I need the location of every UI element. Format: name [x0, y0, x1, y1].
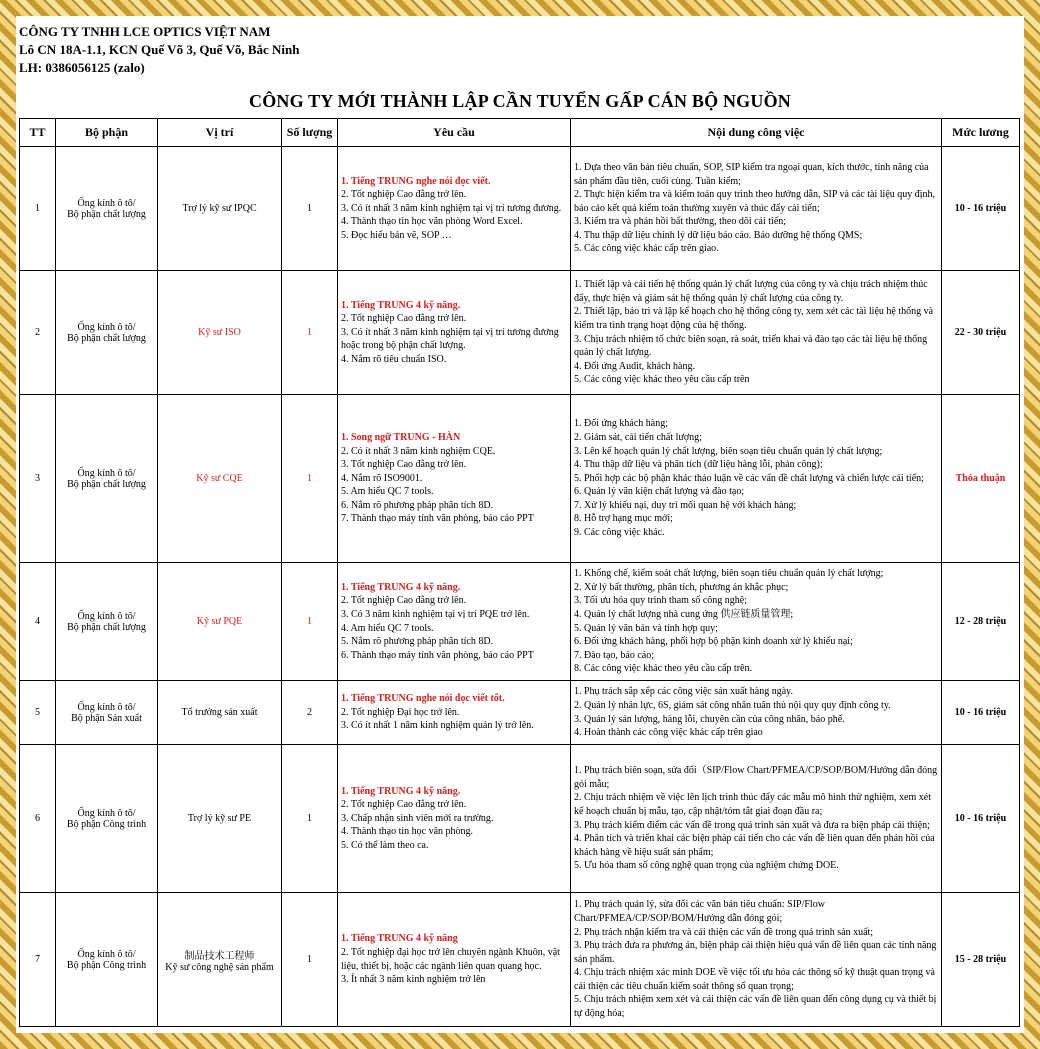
quantity-cell: [282, 681, 338, 745]
job-item: 1. Phụ trách biên soạn, sửa đổi（SIP/Flow Chart/PFMEA/CP/SOP/BOM/Hướng dẫn đóng gói mẫu;: [574, 765, 938, 790]
requirement-item-language: 1. Song ngữ TRUNG - HÀN: [341, 431, 461, 443]
requirements-cell: [338, 395, 571, 563]
job-item: 8. Các công việc khác theo yêu cầu cấp trên.: [574, 663, 752, 675]
department-cell: [56, 395, 158, 563]
row-number: [20, 745, 56, 893]
job-item: 5. Chịu trách nhiệm xem xét và cải thiện các vấn đề liên quan đến công dụng cụ và thiết bị tự động hóa;: [574, 994, 937, 1020]
quantity-cell: [282, 745, 338, 893]
requirement-item-language: 1. Tiếng TRUNG 4 kỹ năng.: [341, 581, 461, 593]
job-item: 2. Phụ trách nhận kiểm tra và cải thiện các vấn đề trong quá trình sản xuất;: [574, 926, 874, 938]
salary-cell: [942, 681, 1020, 745]
requirement-item: 3. Ít nhất 3 năm kinh nghiệm trở lên: [341, 974, 486, 986]
job-item: 3. Lên kế hoạch quản lý chất lượng, biên soạn tiêu chuẩn quản lý chất lượng;: [574, 445, 883, 457]
requirement-item: 2. Tốt nghiệp Cao đẳng trở lên.: [341, 313, 467, 325]
position-cell: [158, 395, 282, 563]
job-content-cell: [571, 681, 942, 745]
position-line-1: Kỹ sư CQE: [196, 473, 243, 484]
job-item: 6. Đối ứng khách hàng, phối hợp bộ phận kinh doanh xử lý khiếu nại;: [574, 636, 853, 648]
requirement-item: 3. Có 3 năm kinh nghiệm tại vị trí PQE trở lên.: [341, 608, 530, 620]
position-line-1: 制品技术工程师: [184, 950, 255, 962]
job-item: 5. Các công việc khác cấp trên giao.: [574, 243, 719, 255]
quantity-value: 2: [307, 707, 312, 718]
job-item: 4. Hoàn thành các công việc khác cấp trên giao: [574, 727, 763, 739]
table-row: [20, 563, 1020, 681]
requirement-item: 7. Thành thạo máy tính văn phòng, báo cáo PPT: [341, 513, 534, 525]
department-cell: [56, 271, 158, 395]
job-content-cell: [571, 271, 942, 395]
department-line-1: Ống kính ô tô/: [77, 197, 136, 209]
position-line-1: Trợ lý kỹ sư IPQC: [182, 203, 257, 214]
document: [19, 19, 1021, 1030]
position-line-1: Trợ lý kỹ sư PE: [187, 813, 252, 824]
requirement-item: 5. Đọc hiểu bản vẽ, SOP …: [341, 229, 452, 241]
quantity-value: 1: [307, 954, 312, 965]
table-row: [20, 271, 1020, 395]
row-number: [20, 395, 56, 563]
salary-value: Thỏa thuận: [955, 473, 1006, 484]
requirement-item: 2. Có ít nhất 3 năm kinh nghiệm CQE.: [341, 445, 496, 457]
department-line-1: Ống kính ô tô/: [77, 701, 136, 713]
position-cell: [158, 681, 282, 745]
department-cell: [56, 147, 158, 271]
salary-cell: [942, 563, 1020, 681]
requirement-item: 6. Thành thạo máy tính văn phòng, báo cáo PPT: [341, 649, 534, 661]
table-row: [20, 395, 1020, 563]
recruitment-table: [19, 118, 1020, 1027]
header-salary: Mức lương: [942, 119, 1020, 147]
department-line-1: Ống kính ô tô/: [77, 467, 136, 479]
quantity-cell: [282, 147, 338, 271]
requirements-cell: [338, 893, 571, 1027]
header-position: Vị trí: [158, 119, 282, 147]
requirement-item: 4. Nắm rõ tiêu chuẩn ISO.: [341, 353, 447, 365]
salary-value: 10 - 16 triệu: [954, 203, 1007, 214]
requirement-item-language: 1. Tiếng TRUNG nghe nói đọc viết tốt.: [341, 693, 505, 705]
requirements-cell: [338, 745, 571, 893]
row-number-text: 6: [35, 813, 40, 824]
requirements-cell: [338, 147, 571, 271]
quantity-value: 1: [307, 203, 312, 214]
requirement-item: 6. Nắm rõ phương pháp phân tích 8D.: [341, 499, 494, 511]
quantity-cell: [282, 893, 338, 1027]
salary-value: 15 - 28 triệu: [954, 954, 1007, 965]
department-line-2: Bộ phận Sản xuất: [71, 712, 142, 724]
requirement-item: 5. Nắm rõ phương pháp phân tích 8D.: [341, 636, 494, 648]
job-item: 3. Phụ trách kiểm điểm các vấn đề trong quá trình sản xuất và đưa ra biện pháp cải thiện;: [574, 819, 930, 831]
requirements-cell: [338, 681, 571, 745]
requirement-item: 2. Tốt nghiệp Cao đẳng trở lên.: [341, 595, 467, 607]
department-cell: [56, 745, 158, 893]
position-cell: [158, 563, 282, 681]
salary-cell: [942, 893, 1020, 1027]
header-quantity: Số lượng: [282, 119, 338, 147]
requirement-item: 3. Có ít nhất 1 năm kinh nghiệm quản lý trở lên.: [341, 720, 534, 732]
position-cell: [158, 271, 282, 395]
salary-value: 10 - 16 triệu: [954, 707, 1007, 718]
department-line-2: Bộ phận chất lượng: [67, 478, 146, 490]
department-line-1: Ống kính ô tô/: [77, 807, 136, 819]
requirement-item: 3. Có ít nhất 3 năm kinh nghiệm tại vị trí tương đương hoặc trong bộ phận chất lượng.: [341, 326, 559, 352]
header-department: Bộ phận: [56, 119, 158, 147]
requirement-item-language: 1. Tiếng TRUNG 4 kỹ năng.: [341, 299, 461, 311]
job-item: 1. Phụ trách sắp xếp các công việc sản xuất hàng ngày.: [574, 686, 793, 698]
position-line-1: Kỹ sư PQE: [196, 616, 243, 627]
department-line-2: Bộ phận Công trình: [66, 818, 147, 830]
header-tt: TT: [20, 119, 56, 147]
salary-value: 10 - 16 triệu: [954, 813, 1007, 824]
page-title: CÔNG TY MỚI THÀNH LẬP CẦN TUYỂN GẤP CÁN BỘ NGUỒN: [249, 91, 791, 111]
job-item: 5. Quản lý văn bản và tính hợp quy;: [574, 622, 718, 634]
requirement-item: 5. Có thể làm theo ca.: [341, 839, 429, 851]
job-item: 5. Ưu hóa tham số công nghệ quan trọng của nghiệm chứng DOE.: [574, 860, 839, 872]
job-item: 3. Phụ trách đưa ra phương án, biện pháp cải thiện hiệu quả vấn đề liên quan các tính năng sản phẩm.: [574, 940, 937, 965]
position-cell: [158, 147, 282, 271]
department-line-2: Bộ phận Công trình: [66, 959, 147, 971]
job-item: 1. Phụ trách quản lý, sửa đổi các văn bản tiêu chuẩn: SIP/Flow Chart/PFMEA/CP/SOP/BOM/Hướng dẫn đóng gói;: [574, 899, 825, 924]
quantity-cell: [282, 563, 338, 681]
job-content-cell: [571, 745, 942, 893]
row-number-text: 1: [35, 203, 40, 214]
requirement-item: 2. Tốt nghiệp Cao đẳng trở lên.: [341, 799, 467, 811]
row-number-text: 5: [35, 707, 40, 718]
job-item: 2. Quản lý nhân lực, 6S, giám sát công nhân tuân thủ nội quy quy định công ty.: [574, 699, 891, 711]
company-name: CÔNG TY TNHH LCE OPTICS VIỆT NAM: [19, 24, 271, 39]
department-line-1: Ống kính ô tô/: [77, 610, 136, 622]
position-cell: [158, 893, 282, 1027]
row-number: [20, 563, 56, 681]
table-row: [20, 147, 1020, 271]
job-item: 4. Thu thập dữ liệu chỉnh lý dữ liệu báo cáo. Bảo dưỡng hệ thống QMS;: [574, 229, 863, 241]
salary-value: 12 - 28 triệu: [954, 616, 1007, 627]
company-info: [19, 23, 1021, 77]
salary-cell: [942, 745, 1020, 893]
row-number-text: 2: [35, 327, 40, 338]
job-item: 8. Hỗ trợ hạng mục mới;: [574, 513, 673, 525]
position-line-1: Kỹ sư ISO: [198, 327, 241, 338]
job-content-cell: [571, 147, 942, 271]
salary-cell: [942, 395, 1020, 563]
job-item: 3. Tối ưu hóa quy trình tham số công nghệ;: [574, 595, 747, 607]
job-item: 1. Khống chế, kiểm soát chất lượng, biên soạn tiêu chuẩn quản lý chất lượng;: [574, 568, 884, 580]
job-item: 7. Đào tạo, báo cáo;: [574, 649, 654, 661]
header-requirements: Yêu cầu: [338, 119, 571, 147]
requirement-item: 4. Am hiểu QC 7 tools.: [341, 622, 434, 634]
job-item: 1. Dựa theo văn bản tiêu chuẩn, SOP, SIP kiểm tra ngoại quan, kích thước, tính năng của sản phẩm đầu tiên, cuối cùng. Tuần kiểm;: [574, 161, 929, 187]
job-item: 2. Chịu trách nhiệm về việc lên lịch trình thúc đẩy các mẫu mô hình thử nghiệm, xem xét kế hoạch chuẩn bị mẫu, tạo, cập nhật/tóm tắt giai đoạn đầu ra;: [574, 792, 931, 817]
row-number-text: 4: [35, 616, 40, 627]
job-item: 6. Quản lý văn kiện chất lượng và đào tạo;: [574, 486, 745, 498]
job-item: 5. Các công việc khác theo yêu cầu cấp trên: [574, 374, 750, 386]
requirement-item: 4. Thành thạo tin học văn phòng.: [341, 826, 474, 838]
job-content-cell: [571, 563, 942, 681]
table-row: [20, 745, 1020, 893]
job-item: 3. Kiểm tra và phản hồi bất thường, theo dõi cải tiến;: [574, 216, 787, 228]
job-content-cell: [571, 395, 942, 563]
job-content-cell: [571, 893, 942, 1027]
requirement-item: 4. Nắm rõ ISO9001.: [341, 472, 423, 484]
company-contact: LH: 0386056125 (zalo): [19, 60, 145, 75]
job-item: 9. Các công việc khác.: [574, 527, 665, 539]
requirement-item: 3. Chấp nhận sinh viên mới ra trường.: [341, 812, 494, 824]
job-item: 4. Đối ứng Audit, khách hàng.: [574, 360, 695, 372]
job-item: 4. Quản lý chất lượng nhà cung ứng 供应链质量管理;: [574, 608, 794, 620]
requirements-cell: [338, 563, 571, 681]
requirements-cell: [338, 271, 571, 395]
requirement-item: 3. Tốt nghiệp Cao đẳng trở lên.: [341, 459, 467, 471]
job-item: 4. Chịu trách nhiệm xác minh DOE về việc tối ưu hóa các thông số kỹ thuật quan trọng và cải thiện các tiêu chuẩn kiểm soát thông số quan trọng;: [574, 967, 935, 992]
position-line-1: Tổ trưởng sản xuất: [181, 707, 258, 718]
table-row: [20, 893, 1020, 1027]
job-item: 2. Thực hiện kiểm tra và kiểm toán quy trình theo hướng dẫn, SIP và các tài liệu quy định, báo cáo kết quả kiểm toán thường xuyên và thúc đẩy cải tiến;: [574, 189, 936, 214]
header-job-content: Nội dung công việc: [571, 119, 942, 147]
salary-value: 22 - 30 triệu: [954, 327, 1007, 338]
requirement-item: 4. Thành thạo tin học văn phòng Word Excel.: [341, 216, 523, 228]
quantity-cell: [282, 395, 338, 563]
row-number-text: 3: [35, 473, 40, 484]
requirement-item-language: 1. Tiếng TRUNG nghe nói đọc viết.: [341, 175, 491, 187]
department-cell: [56, 681, 158, 745]
job-item: 4. Phân tích và triển khai các biện pháp cải tiến cho các vấn đề liên quan đến phản hồi của khách hàng về hiệu suất sản phẩm;: [574, 833, 935, 858]
quantity-cell: [282, 271, 338, 395]
job-item: 1. Thiết lập và cải tiến hệ thống quản lý chất lượng của công ty và chịu trách nhiệm thúc đẩy, thực hiện và giám sát hệ thống quản lý chất lượng của công ty.: [574, 279, 928, 304]
job-item: 3. Chịu trách nhiệm tổ chức biên soạn, rà soát, triển khai và đào tạo các tài liệu hệ thống quản lý chất lượng.: [574, 333, 928, 359]
department-line-2: Bộ phận chất lượng: [67, 332, 146, 344]
quantity-value: 1: [307, 813, 312, 824]
job-item: 7. Xử lý khiếu nại, duy trì mối quan hệ với khách hàng;: [574, 499, 797, 511]
position-cell: [158, 745, 282, 893]
requirement-item-language: 1. Tiếng TRUNG 4 kỹ năng: [341, 933, 458, 945]
table-header-row: [20, 119, 1020, 147]
requirement-item: 5. Am hiểu QC 7 tools.: [341, 486, 434, 498]
row-number: [20, 681, 56, 745]
department-cell: [56, 893, 158, 1027]
job-item: 3. Quản lý sản lượng, hàng lỗi, chuyên cần của công nhân, báo phế.: [574, 713, 845, 725]
salary-cell: [942, 147, 1020, 271]
job-item: 1. Đối ứng khách hàng;: [574, 418, 669, 430]
department-line-1: Ống kính ô tô/: [77, 948, 136, 960]
department-line-2: Bộ phận chất lượng: [67, 208, 146, 220]
requirement-item: 2. Tốt nghiệp Đại học trở lên.: [341, 706, 460, 718]
row-number-text: 7: [35, 954, 40, 965]
requirement-item: 2. Tốt nghiệp Cao đẳng trở lên.: [341, 189, 467, 201]
row-number: [20, 271, 56, 395]
department-line-2: Bộ phận chất lượng: [67, 621, 146, 633]
quantity-value: 1: [307, 327, 312, 338]
row-number: [20, 147, 56, 271]
row-number: [20, 893, 56, 1027]
job-item: 4. Thu thập dữ liệu và phân tích (dữ liệu hàng lỗi, phản công);: [574, 459, 823, 471]
job-item: 2. Giám sát, cải tiến chất lượng;: [574, 431, 702, 443]
company-address: Lô CN 18A-1.1, KCN Quế Võ 3, Quế Võ, Bắc Ninh: [19, 42, 300, 57]
department-line-1: Ống kính ô tô/: [77, 321, 136, 333]
requirement-item: 2. Tốt nghiệp đại học trở lên chuyên ngành Khuôn, vật liệu, thiết bị, hoặc các ngành liên quan quang học.: [341, 946, 560, 972]
salary-cell: [942, 271, 1020, 395]
quantity-value: 1: [307, 616, 312, 627]
position-line-2: Kỹ sư công nghệ sản phẩm: [165, 961, 274, 973]
quantity-value: 1: [307, 473, 312, 484]
job-item: 2. Xử lý bất thường, phân tích, phương án khắc phục;: [574, 581, 789, 593]
department-cell: [56, 563, 158, 681]
job-item: 5. Phối hợp các bộ phận khác thảo luận về các vấn đề chất lượng và chiến lược cải tiến;: [574, 472, 924, 484]
table-row: [20, 681, 1020, 745]
job-item: 2. Thiết lập, bảo trì và lập kế hoạch cho hệ thống công ty, xem xét các tài liệu hệ thống và kiểm tra tình trạng hoạt động của hệ thống.: [574, 306, 934, 331]
requirement-item-language: 1. Tiếng TRUNG 4 kỹ năng.: [341, 785, 461, 797]
requirement-item: 3. Có ít nhất 3 năm kinh nghiệm tại vị trí tương đương.: [341, 202, 562, 214]
